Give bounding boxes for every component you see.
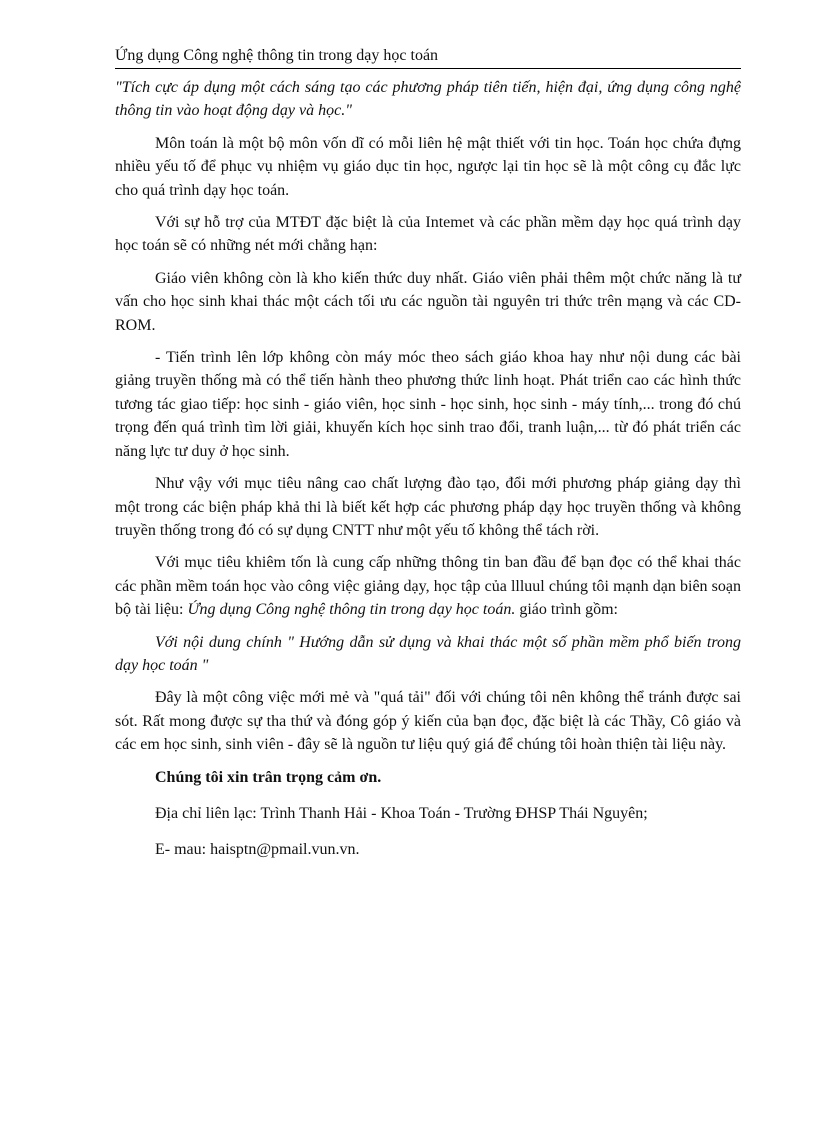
paragraph-apology: Đây là một công việc mới mẻ và "quá tải" đối với chúng tôi nên không thể tránh được sai sót. Rất mong được sự tha thứ và đóng góp ý kiến của bạn đọc, đặc biệt là các Thầy, Cô giáo và các em học sinh, sinh viên - đây sẽ là nguồn tư liệu quý giá để chúng tôi hoàn thiện tài liệu này. [115,689,741,754]
book-purpose-text: Với mục tiêu khiêm tốn là cung cấp những thông tin ban đầu để bạn đọc có thể khai thác các phần mềm toán học vào công việc giảng dạy, học tập của llluul chúng tôi mạnh dạn biên soạn bộ tài liệu: [115,554,741,619]
running-header: Ứng dụng Công nghệ thông tin trong dạy học toán [115,45,741,69]
paragraph-lesson-process: - Tiến trình lên lớp không còn máy móc theo sách giáo khoa hay như nội dung các bài giảng truyền thống mà có thể tiến hành theo phương thức linh hoạt. Phát triển cao các hình thức tương tác giao tiếp: học sinh - giáo viên, học sinh - học sinh, học sinh - máy tính,... trong đó chú trọng đến quá trình tìm lời giải, khuyến kích học sinh trao đổi, tranh luận,... từ đó phát triển các năng lực tư duy ở học sinh. [115,349,741,460]
paragraph-teacher-role: Giáo viên không còn là kho kiến thức duy nhất. Giáo viên phải thêm một chức năng là tư vấn cho học sinh khai thác một cách tối ưu các nguồn tài nguyên tri thức trên mạng và các CD-ROM. [115,269,741,334]
paragraph-math-and-informatics: Môn toán là một bộ môn vốn dĩ có mỗi liên hệ mật thiết với tin học. Toán học chứa đựng nhiều yếu tố để phục vụ nhiệm vụ giáo dục tin học, ngược lại tin học sẽ là một công cụ đắc lực cho quá trình dạy học toán. [115,134,741,199]
book-purpose-tail: giáo trình gồm: [515,601,618,619]
contact-address: Địa chỉ liên lạc: Trình Thanh Hải - Khoa Toán - Trường ĐHSP Thái Nguyên; [155,804,648,822]
paragraph-book-purpose [115,551,741,621]
document-page [115,45,741,875]
thanks-line: Chúng tôi xin trân trọng cảm ơn. [155,768,382,786]
paragraph-quality-goal: Như vậy với mục tiêu nâng cao chất lượng đào tạo, đổi mới phương pháp giảng dạy thì một trong các biện pháp khả thi là biết kết hợp các phương pháp dạy học truyền thống và không truyền thống trong đó có sự dụng CNTT như một yếu tố không thể tách rời. [115,475,741,539]
document-body [115,76,741,862]
paragraph-main-content: Với nội dung chính " Hướng dẫn sử dụng và khai thác một số phần mềm phổ biến trong dạy học toán " [115,633,741,674]
contact-email: E- mau: haisptn@pmail.vun.vn. [155,841,360,859]
book-title: Ứng dụng Công nghệ thông tin trong dạy học toán. [187,601,516,619]
opening-quote: "Tích cực áp dụng một cách sáng tạo các phương pháp tiên tiến, hiện đại, ứng dụng công nghệ thông tin vào hoạt động dạy và học." [115,79,741,120]
paragraph-computer-support: Với sự hỗ trợ của MTĐT đặc biệt là của Intemet và các phần mềm dạy học quá trình dạy học toán sẽ có những nét mới chẳng hạn: [115,214,741,255]
